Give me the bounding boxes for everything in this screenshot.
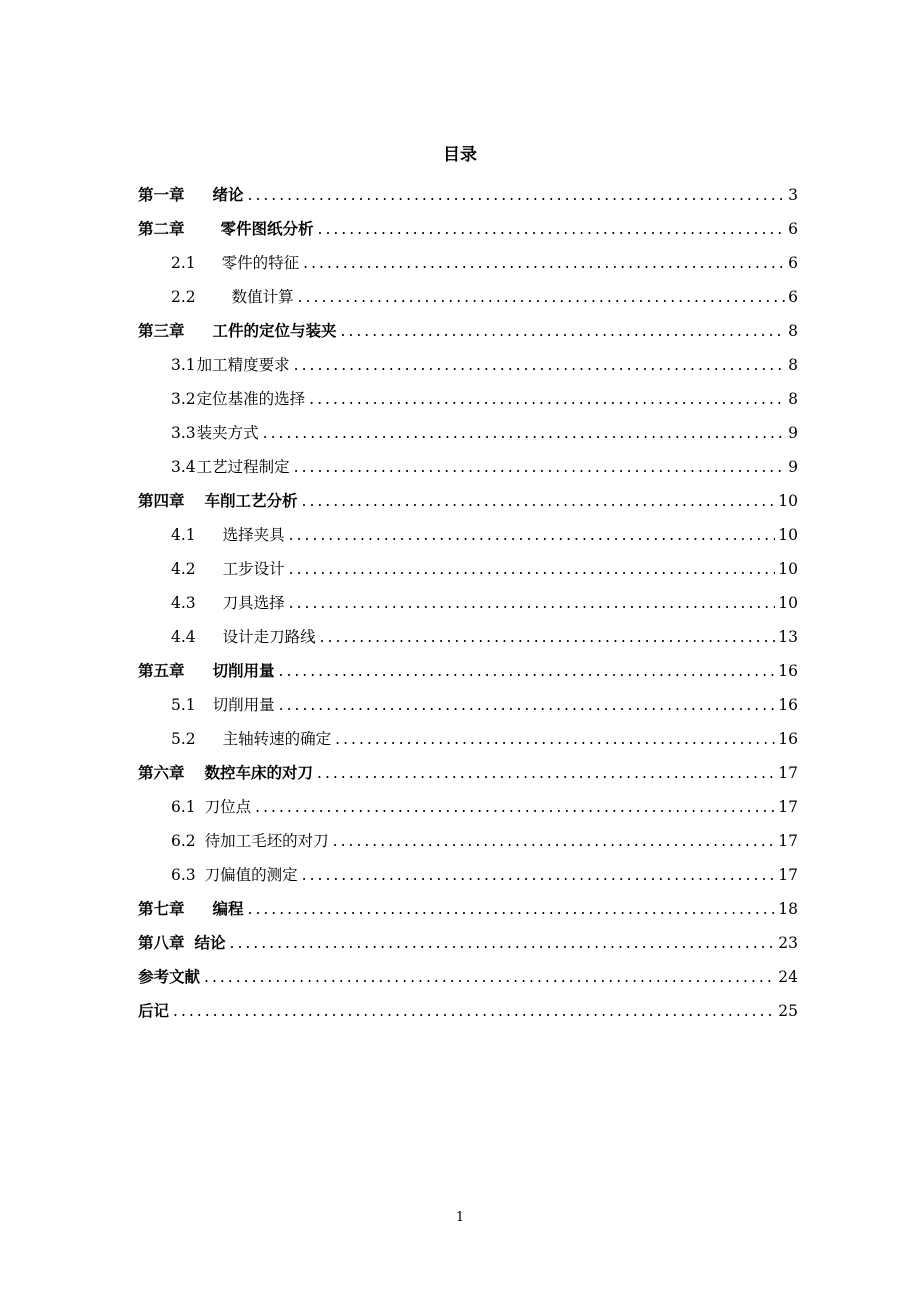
toc-entry[interactable] (138, 279, 798, 313)
toc-entry[interactable] (138, 755, 798, 789)
toc-entry-page: 23 (778, 934, 798, 952)
toc-title: 目录 (443, 145, 477, 165)
page-number: 1 (455, 1210, 465, 1225)
toc-leader-dots (303, 253, 785, 273)
toc-leader-dots (317, 763, 775, 783)
toc-entry-page: 10 (778, 526, 798, 544)
toc-entry-number: 第一章 (138, 186, 185, 204)
toc-entry[interactable] (138, 313, 798, 347)
toc-entry-title: 数值计算 (231, 288, 294, 306)
toc-leader-dots (279, 661, 776, 681)
toc-entry-title: 零件图纸分析 (220, 220, 314, 238)
toc-entry-number: 2.1 (171, 254, 196, 272)
toc-entry-number: 5.2 (171, 730, 196, 748)
toc-leader-dots (173, 1001, 775, 1021)
toc-entry[interactable] (138, 721, 798, 755)
toc-entry-page: 6 (788, 288, 798, 306)
toc-entry-title: 定位基准的选择 (196, 390, 306, 408)
toc-entry-number: 6.2 (171, 832, 196, 850)
toc-entry-title: 编程 (212, 900, 244, 918)
toc-entry-title: 选择夹具 (222, 526, 285, 544)
toc-entry-page: 16 (778, 730, 798, 748)
toc-entry[interactable] (138, 585, 798, 619)
toc-entry-number: 4.2 (171, 560, 196, 578)
toc-entry-number: 4.3 (171, 594, 196, 612)
toc-leader-dots (289, 593, 776, 613)
toc-entry-number: 4.4 (171, 628, 196, 646)
toc-entry-page: 9 (788, 458, 798, 476)
toc-entry[interactable] (138, 857, 798, 891)
toc-entry-number: 第八章 (138, 934, 185, 952)
toc-leader-dots (204, 967, 775, 987)
toc-leader-dots (279, 695, 776, 715)
toc-entry[interactable] (138, 211, 798, 245)
toc-entry-page: 17 (778, 866, 798, 884)
toc-entry[interactable] (138, 347, 798, 381)
toc-entry-page: 18 (778, 900, 798, 918)
toc-entry-number: 第六章 (138, 764, 185, 782)
toc-entry-number: 4.1 (171, 526, 196, 544)
toc-entry[interactable] (138, 653, 798, 687)
toc-entry-title: 车削工艺分析 (204, 492, 298, 510)
toc-entry-number: 6.3 (171, 866, 196, 884)
toc-entry-number: 第二章 (138, 220, 185, 238)
table-of-contents (138, 177, 798, 1027)
toc-entry-page: 10 (778, 560, 798, 578)
toc-entry-title: 工件的定位与装夹 (212, 322, 337, 340)
toc-leader-dots (289, 525, 776, 545)
toc-leader-dots (302, 865, 776, 885)
toc-entry-title: 装夹方式 (196, 424, 259, 442)
toc-entry-number: 后记 (138, 1002, 170, 1020)
toc-entry[interactable] (138, 993, 798, 1027)
toc-entry[interactable] (138, 177, 798, 211)
toc-entry-page: 13 (778, 628, 798, 646)
toc-entry-title: 数控车床的对刀 (204, 764, 314, 782)
toc-entry-page: 17 (778, 798, 798, 816)
toc-entry-page: 8 (788, 390, 798, 408)
toc-entry-page: 10 (778, 492, 798, 510)
toc-entry-title: 工艺过程制定 (196, 458, 290, 476)
toc-entry-title: 待加工毛坯的对刀 (204, 832, 329, 850)
toc-leader-dots (294, 457, 785, 477)
toc-entry-page: 3 (788, 186, 798, 204)
toc-entry-page: 8 (788, 356, 798, 374)
toc-entry-page: 24 (778, 968, 798, 986)
toc-leader-dots (248, 899, 776, 919)
toc-leader-dots (341, 321, 786, 341)
toc-leader-dots (302, 491, 776, 511)
toc-entry-page: 8 (788, 322, 798, 340)
toc-entry-page: 16 (778, 662, 798, 680)
toc-entry-number: 参考文献 (138, 968, 201, 986)
toc-leader-dots (294, 355, 785, 375)
toc-entry[interactable] (138, 551, 798, 585)
toc-leader-dots (263, 423, 785, 443)
toc-entry-number: 3.1 (171, 356, 196, 374)
toc-leader-dots (318, 219, 786, 239)
toc-entry-title: 切削用量 (212, 662, 275, 680)
toc-entry[interactable] (138, 415, 798, 449)
toc-entry[interactable] (138, 925, 798, 959)
toc-leader-dots (335, 729, 775, 749)
toc-entry-title: 绪论 (212, 186, 244, 204)
toc-leader-dots (320, 627, 776, 647)
toc-entry[interactable] (138, 381, 798, 415)
toc-leader-dots (333, 831, 776, 851)
toc-entry[interactable] (138, 449, 798, 483)
toc-entry-number: 5.1 (171, 696, 196, 714)
toc-entry-number: 第五章 (138, 662, 185, 680)
toc-leader-dots (289, 559, 776, 579)
toc-entry-title: 结论 (194, 934, 226, 952)
toc-entry-number: 3.4 (171, 458, 196, 476)
toc-entry-title: 工步设计 (222, 560, 285, 578)
toc-leader-dots (248, 185, 786, 205)
toc-entry-page: 9 (788, 424, 798, 442)
toc-entry[interactable] (138, 959, 798, 993)
toc-entry-title: 刀位点 (204, 798, 252, 816)
toc-entry-number: 第四章 (138, 492, 185, 510)
toc-entry-title: 零件的特征 (221, 254, 300, 272)
toc-entry-number: 第三章 (138, 322, 185, 340)
toc-entry-page: 6 (788, 254, 798, 272)
toc-entry[interactable] (138, 687, 798, 721)
toc-entry-number: 3.3 (171, 424, 196, 442)
toc-entry-title: 刀偏值的测定 (204, 866, 298, 884)
toc-entry[interactable] (138, 789, 798, 823)
toc-entry-page: 10 (778, 594, 798, 612)
toc-entry-page: 17 (778, 832, 798, 850)
toc-entry[interactable] (138, 245, 798, 279)
toc-entry[interactable] (138, 619, 798, 653)
toc-entry-title: 主轴转速的确定 (222, 730, 332, 748)
toc-entry-title: 加工精度要求 (196, 356, 290, 374)
toc-entry-number: 3.2 (171, 390, 196, 408)
toc-leader-dots (230, 933, 776, 953)
toc-leader-dots (309, 389, 785, 409)
toc-entry-page: 17 (778, 764, 798, 782)
toc-entry-title: 切削用量 (212, 696, 275, 714)
toc-leader-dots (298, 287, 785, 307)
toc-entry[interactable] (138, 483, 798, 517)
toc-entry-title: 刀具选择 (222, 594, 285, 612)
toc-entry-page: 25 (778, 1002, 798, 1020)
toc-entry-number: 2.2 (171, 288, 196, 306)
toc-entry-page: 16 (778, 696, 798, 714)
toc-entry-number: 6.1 (171, 798, 196, 816)
toc-entry[interactable] (138, 517, 798, 551)
toc-entry-number: 第七章 (138, 900, 185, 918)
toc-entry[interactable] (138, 891, 798, 925)
toc-entry[interactable] (138, 823, 798, 857)
toc-entry-page: 6 (788, 220, 798, 238)
toc-entry-title: 设计走刀路线 (222, 628, 316, 646)
toc-leader-dots (255, 797, 775, 817)
